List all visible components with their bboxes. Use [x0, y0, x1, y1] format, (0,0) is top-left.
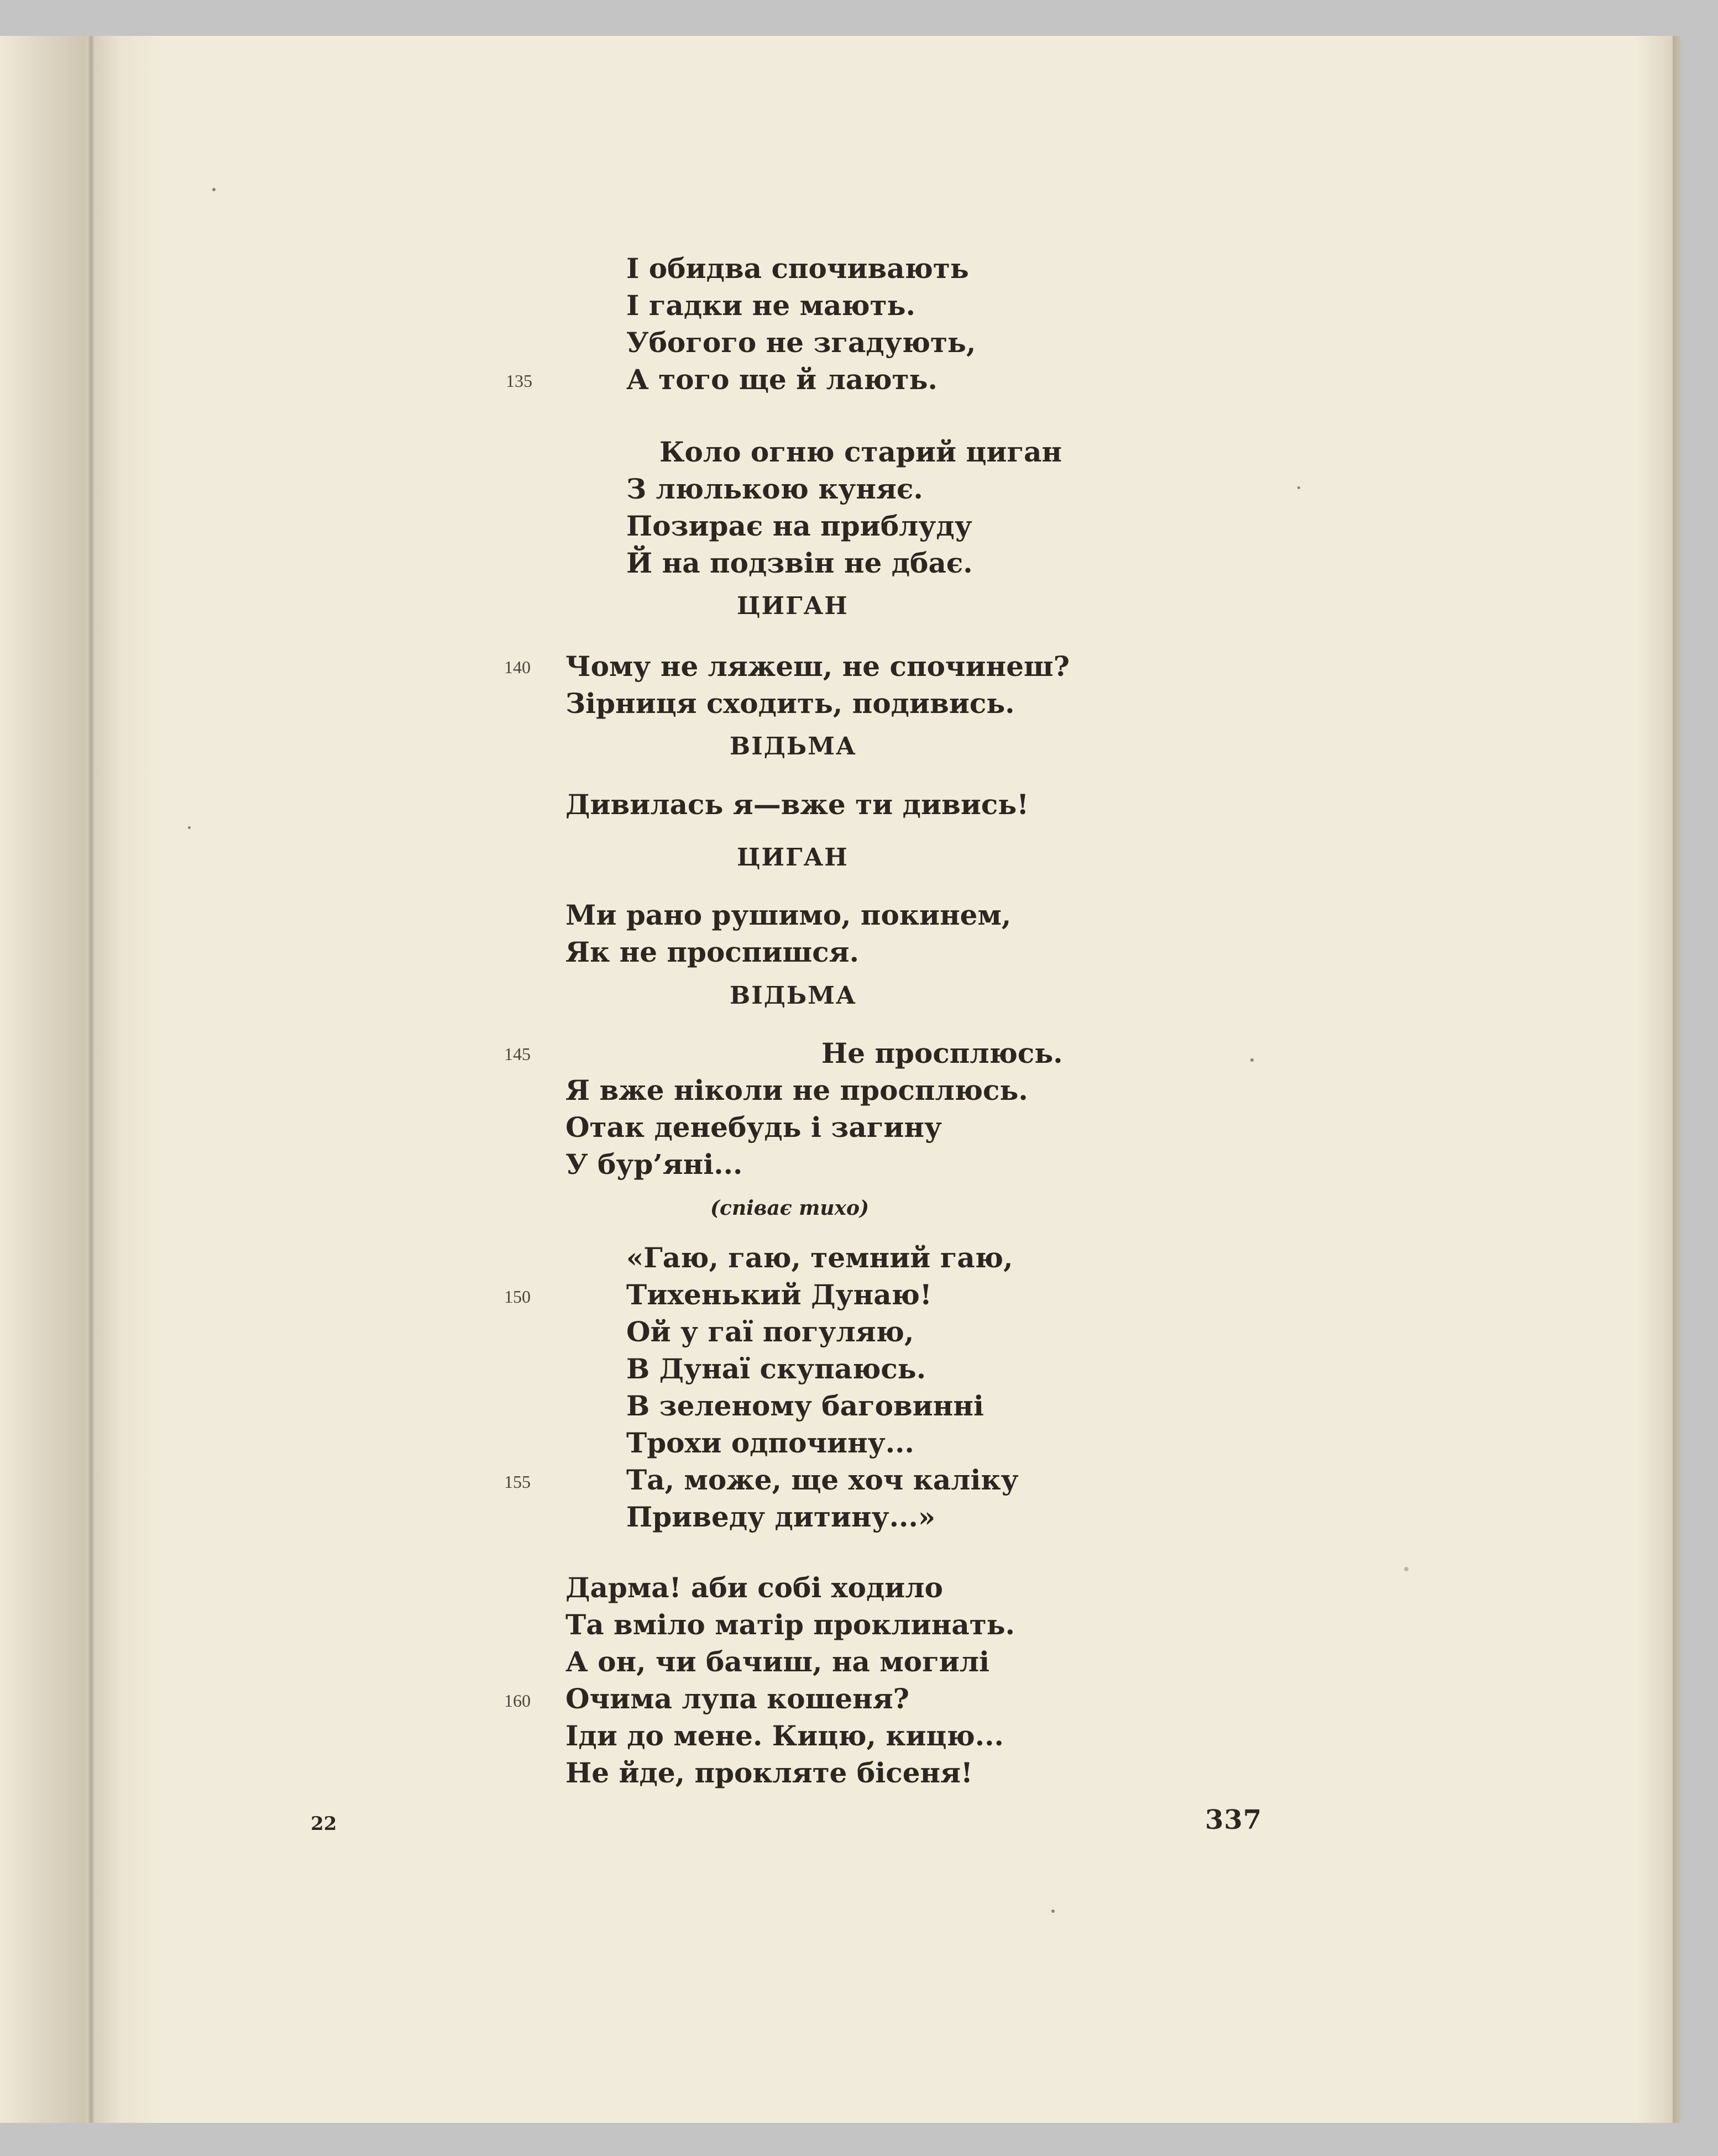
speaker-heading: ЦИГАН	[737, 592, 848, 620]
paper-speck	[1404, 1567, 1408, 1571]
book-page-scan	[0, 36, 1680, 2123]
line-number: 140	[504, 657, 531, 677]
song-line: Трохи одпочину...	[626, 1426, 914, 1459]
verse-line: І гадки не мають.	[626, 289, 915, 322]
paper-speck	[1051, 1910, 1055, 1913]
verse-line: Позирає на приблуду	[626, 510, 972, 542]
verse-line: Ми рано рушимо, покинем,	[565, 899, 1012, 931]
verse-line: І обидва спочивають	[626, 252, 969, 285]
song-line: Приведу дитину...»	[626, 1501, 936, 1533]
verse-line: А того ще й лають.	[626, 363, 937, 396]
verse-line: Іди до мене. Кицю, кицю...	[565, 1719, 1004, 1752]
verse-line: Отак денебудь і загину	[565, 1111, 942, 1143]
verse-line: Дарма! аби собі ходило	[565, 1571, 943, 1604]
stage-direction: (співає тихо)	[710, 1197, 869, 1220]
speaker-heading: ВІДЬМА	[730, 982, 857, 1010]
song-line: В Дунаї скупаюсь.	[626, 1352, 926, 1385]
verse-line: Я вже ніколи не просплюсь.	[565, 1074, 1028, 1106]
line-number: 160	[504, 1691, 531, 1711]
page-number: 337	[1205, 1804, 1263, 1835]
verse-line: Як не проспишся.	[565, 936, 859, 968]
song-line: Тихенький Дунаю!	[626, 1278, 932, 1311]
paper-speck	[1250, 1058, 1254, 1062]
verse-line: З люлькою куняє.	[626, 473, 923, 505]
verse-line: Убогого не згадують,	[626, 326, 976, 359]
song-line: Та, може, ще хоч каліку	[626, 1463, 1019, 1496]
verse-line: У бур’яні...	[565, 1148, 743, 1181]
paper-speck	[188, 826, 191, 829]
line-number: 135	[506, 371, 532, 391]
verse-line: Та вміло матір проклинать.	[565, 1608, 1015, 1641]
verse-line: Не просплюсь.	[821, 1037, 1063, 1069]
verse-line: Зірниця сходить, подивись.	[565, 687, 1015, 720]
speaker-heading: ВІДЬМА	[730, 732, 857, 760]
signature-mark: 22	[311, 1813, 337, 1835]
verse-line: Дивилась я—вже ти дивись!	[565, 788, 1029, 821]
verse-line: А он, чи бачиш, на могилі	[565, 1645, 990, 1678]
line-number: 155	[504, 1472, 531, 1492]
song-line: «Гаю, гаю, темний гаю,	[626, 1241, 1013, 1274]
page-edge	[1673, 36, 1680, 2123]
paper-speck	[212, 188, 216, 191]
verse-line: Й на подзвін не дбає.	[626, 547, 973, 579]
verse-line: Очима лупа кошеня?	[565, 1682, 909, 1715]
verse-line: Не йде, прокляте бісеня!	[565, 1756, 973, 1789]
line-number: 145	[504, 1044, 531, 1064]
verse-line: Чому не ляжеш, не спочинеш?	[565, 650, 1070, 683]
book-gutter	[88, 36, 94, 2123]
song-line: Ой у гаї погуляю,	[626, 1315, 914, 1348]
paper-speck	[1297, 486, 1300, 489]
song-line: В зеленому баговинні	[626, 1389, 984, 1422]
line-number: 150	[504, 1287, 531, 1307]
speaker-heading: ЦИГАН	[737, 843, 848, 872]
verse-line: Коло огню старий циган	[659, 436, 1062, 468]
